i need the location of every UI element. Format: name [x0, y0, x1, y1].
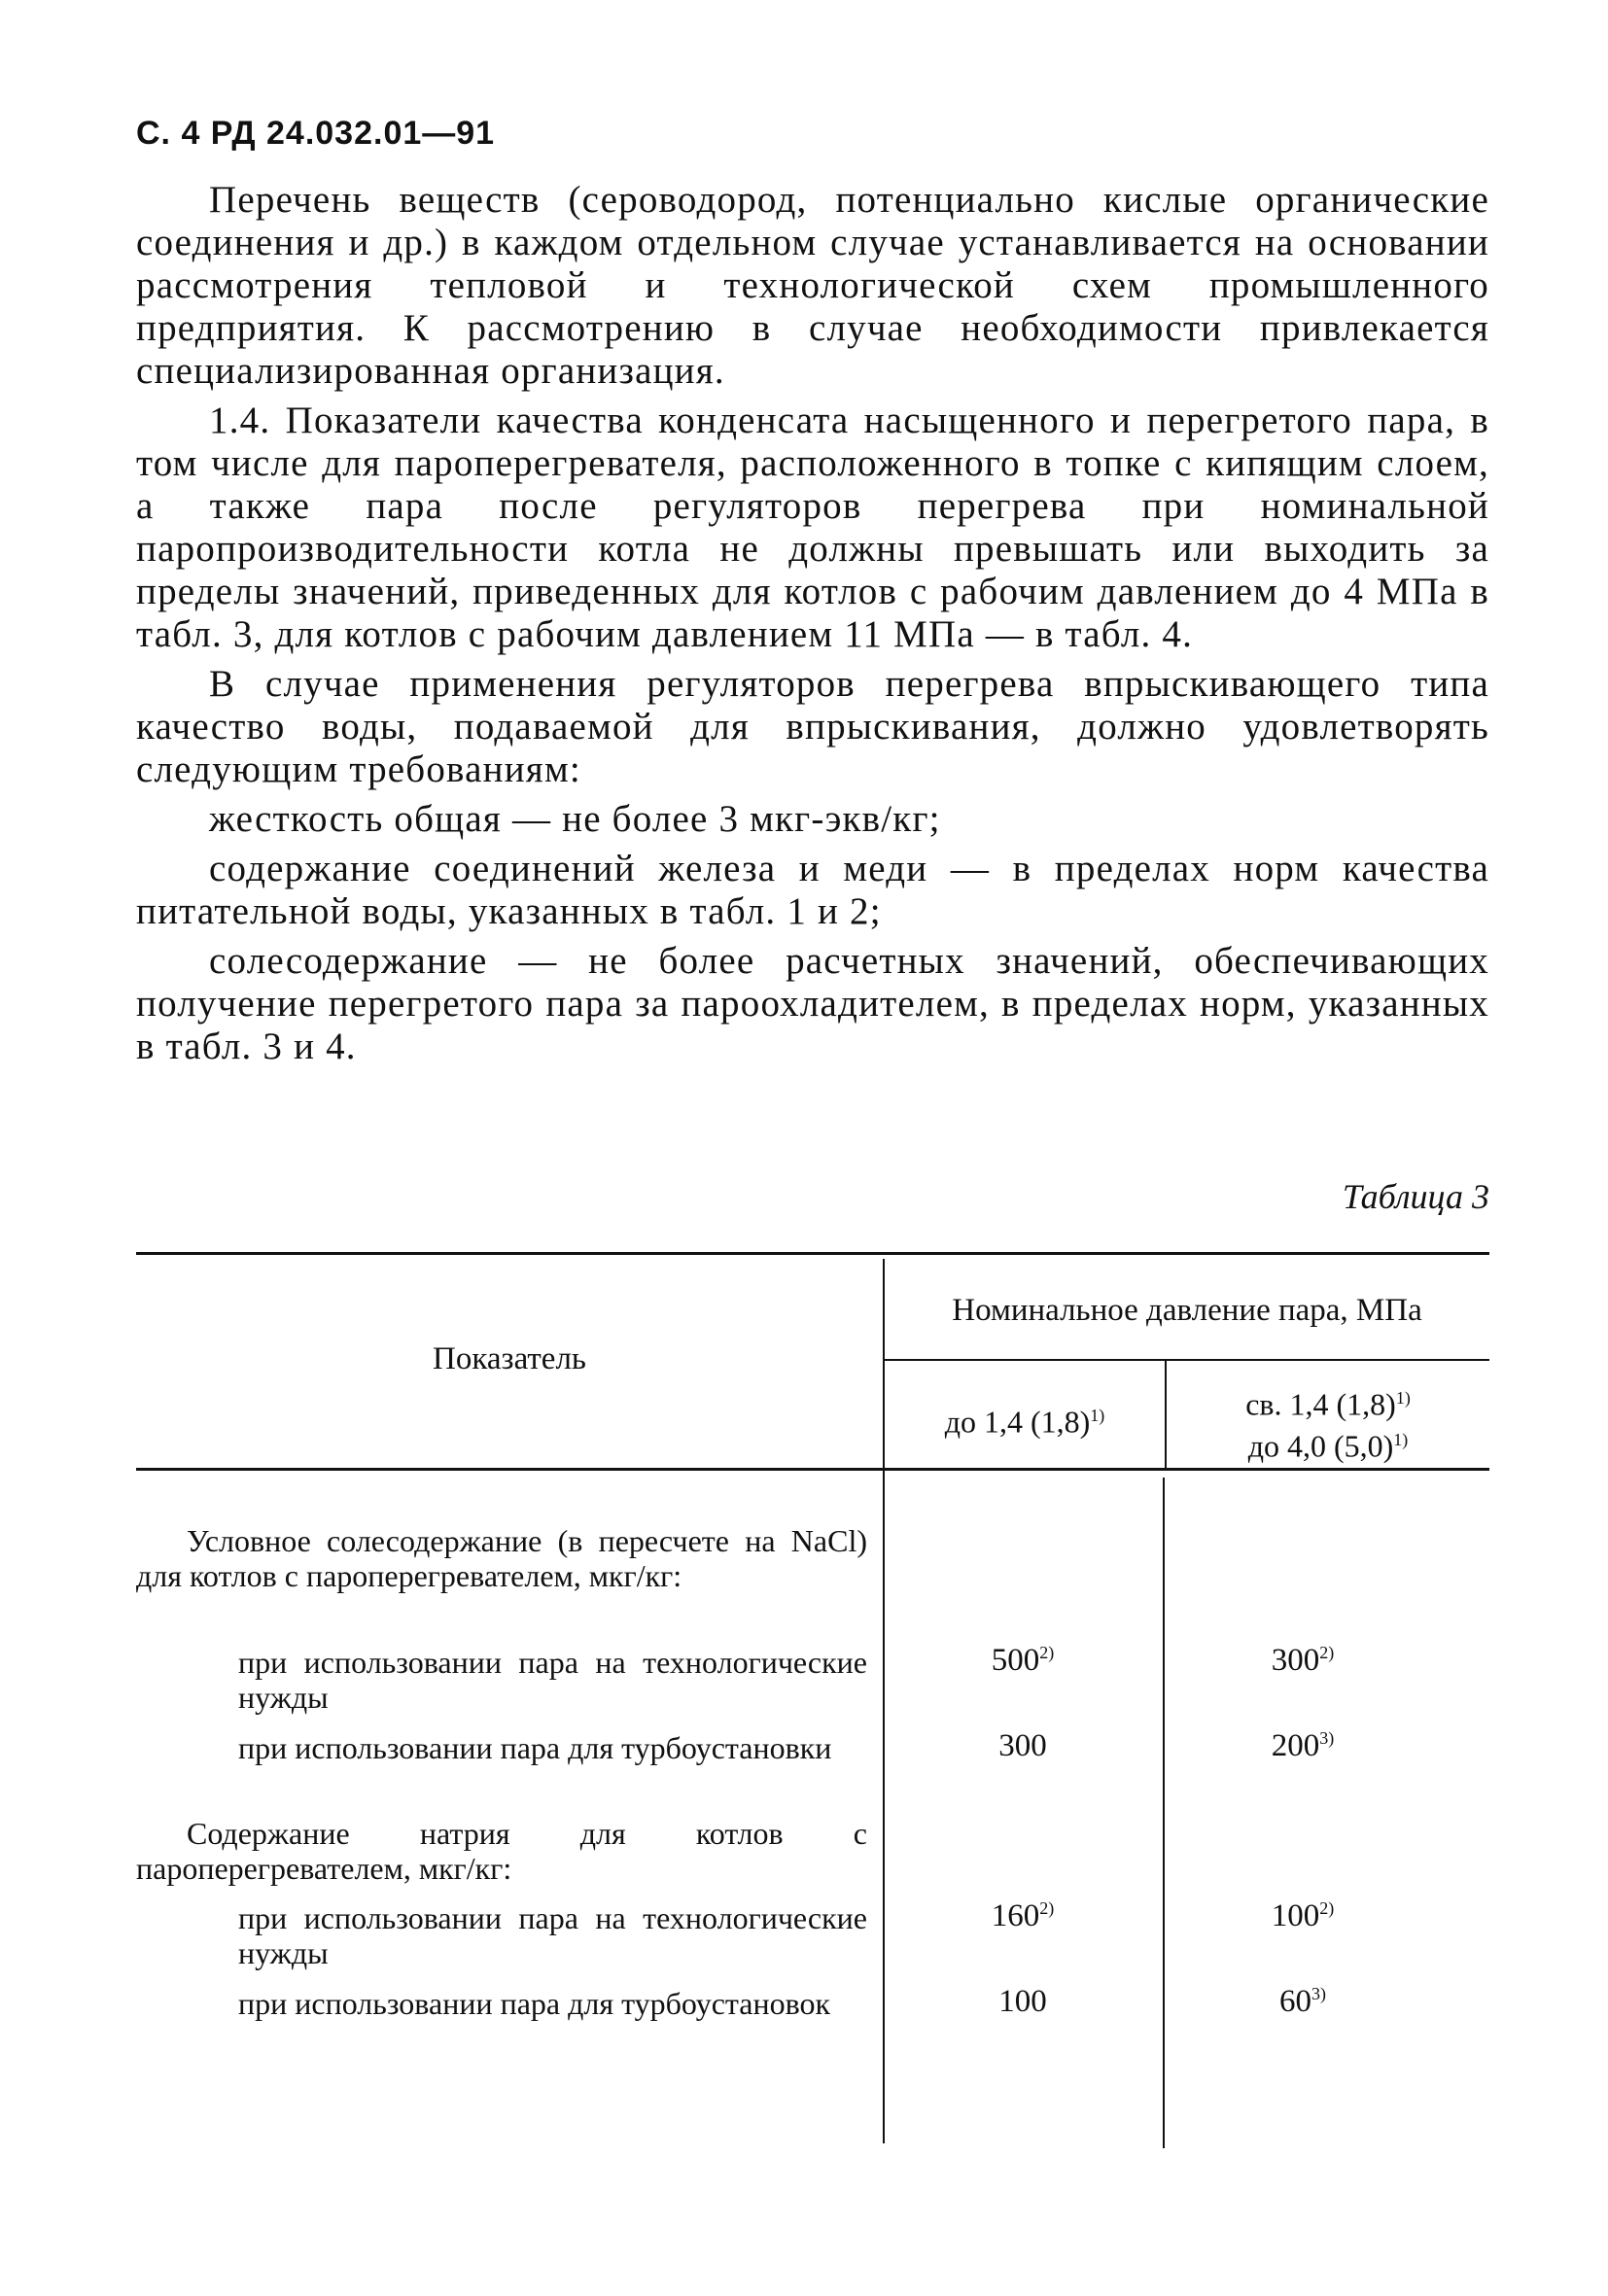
- col1-header-text: до 1,4 (1,8): [944, 1404, 1091, 1440]
- row-value-col1: 100: [998, 1984, 1047, 2019]
- paragraph: Перечень веществ (сероводород, потенциально кислые органические соединения и др.) в каждом отдельном случае устанавливается на основании рассмотрения тепловой и технологической схем промышленного предприятия. К рассмотрению в случае необходимости привлекается специализированная организация.: [136, 179, 1489, 392]
- column-header-col2: [1167, 1380, 1489, 1463]
- row-label: при использовании пара на технологические нужды: [238, 1645, 867, 1715]
- column-header-col1: [885, 1398, 1165, 1440]
- footnote-mark: 1): [1395, 1388, 1411, 1408]
- row-value-col2: 200$^{3)}$: [1271, 1728, 1335, 1763]
- table-caption: Таблица 3: [1342, 1177, 1489, 1216]
- row-value-col1: 500$^{2)}$: [991, 1643, 1055, 1678]
- table-top-rule: [136, 1252, 1489, 1255]
- page-header: С. 4 РД 24.032.01—91: [136, 115, 496, 152]
- paragraph: В случае применения регуляторов перегрева впрыскивающего типа качество воды, подаваемой для впрыскивания, должно удовлетворять следующим требованиям:: [136, 663, 1489, 790]
- header-group-rule: [883, 1359, 1489, 1361]
- row-value-col1: 300: [998, 1728, 1047, 1763]
- footnote-mark: 1): [1393, 1429, 1409, 1449]
- row-label: при использовании пара на технологические нужды: [238, 1900, 867, 1970]
- row-value-col2: 100$^{2)}$: [1271, 1898, 1335, 1933]
- column-header-indicator: Показатель: [433, 1341, 586, 1376]
- paragraph: содержание соединений железа и меди — в пределах норм качества питательной воды, указанных в табл. 1 и 2;: [136, 848, 1489, 932]
- paragraph: солесодержание — не более расчетных значений, обеспечивающих получение перегретого пара за пароохладителем, в пределах норм, указанных в табл. 3 и 4.: [136, 940, 1489, 1067]
- group-label-sodium-content: Содержание натрия для котлов с пароперегревателем, мкг/кг:: [136, 1816, 867, 1886]
- row-value-col2: 300$^{2)}$: [1271, 1643, 1335, 1678]
- footnote-mark: 1): [1090, 1406, 1105, 1425]
- row-label: при использовании пара для турбоустановок: [238, 1986, 831, 2021]
- table-header-bottom-rule: [136, 1468, 1489, 1471]
- row-value-col2: 60$^{3)}$: [1279, 1984, 1326, 2019]
- group-label-salt-content: Условное солесодержание (в пересчете на NaCl) для котлов с пароперегревателем, мкг/кг:: [136, 1523, 867, 1593]
- col2-header-line1: св. 1,4 $(1,8)^{1)}$: [1245, 1386, 1411, 1422]
- row-value-col1: 160$^{2)}$: [991, 1898, 1055, 1933]
- paragraph: 1.4. Показатели качества конденсата насыщенного и перегретого пара, в том числе для пароперегревателя, расположенного в топке с кипящим слоем, а также пара после регуляторов перегрева при номинальной паропроизводительности котла не должны превышать или выходить за пределы значений, приведенных для котлов с рабочим давлением до 4 МПа в табл. 3, для котлов с рабочим давлением 11 МПа — в табл. 4.: [136, 400, 1489, 655]
- column-divider-2-body: [1163, 1478, 1165, 2148]
- col2-header-line2: до 4,0 $(5,0)^{1)}$: [1247, 1428, 1409, 1464]
- column-header-pressure-group: Номинальное давление пара, МПа: [952, 1293, 1422, 1328]
- row-label: при использовании пара для турбоустановки: [238, 1730, 832, 1765]
- paragraph: жесткость общая — не более 3 мкг-экв/кг;: [209, 798, 941, 840]
- body-text: [136, 179, 1489, 1075]
- column-divider-1: [883, 1259, 885, 2143]
